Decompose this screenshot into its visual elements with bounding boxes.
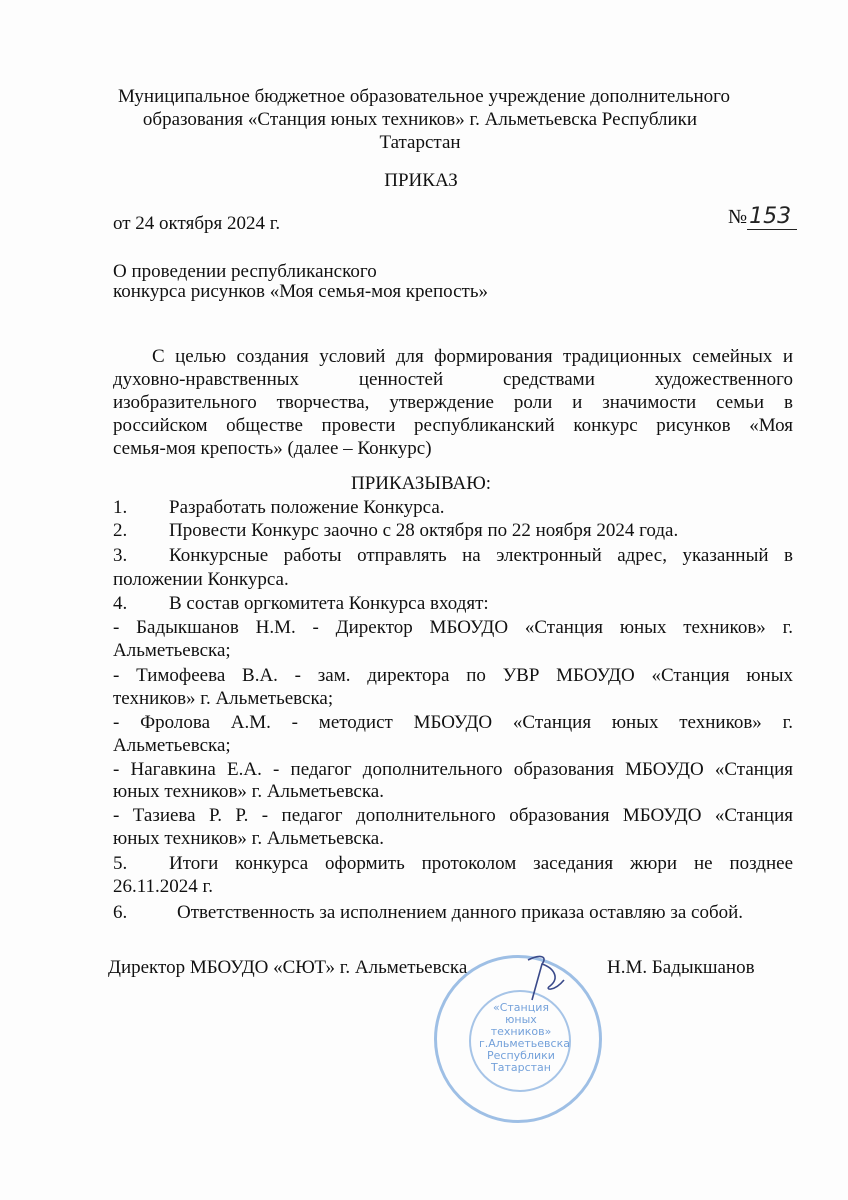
org-name-line-1: Муниципальное бюджетное образовательное учреждение дополнительного — [118, 86, 730, 107]
preamble-line: семья-моя крепость» (далее – Конкурс) — [113, 438, 432, 459]
doc-type-title: ПРИКАЗ — [384, 170, 458, 191]
order-number — [728, 204, 797, 229]
order-word: ПРИКАЗЫВАЮ: — [350, 473, 492, 494]
item-text: Итоги конкурса оформить протоколом заседания жюри не позднее — [169, 853, 793, 874]
item-text: положении Конкурса. — [113, 569, 289, 590]
subject-line-1: О проведении республиканского — [113, 261, 377, 282]
member-line: - Бадыкшанов Н.М. - Директор МБОУДО «Станция юных техников» г. — [113, 617, 793, 638]
signatory-name: Н.М. Бадыкшанов — [607, 957, 755, 978]
org-name-line-3: Татарстан — [379, 132, 461, 153]
item-text: 26.11.2024 г. — [113, 876, 213, 897]
member-line: - Фролова А.М. - методист МБОУДО «Станция юных техников» г. — [113, 712, 793, 733]
item-number: 4. — [113, 593, 128, 614]
member-line: техников» г. Альметьевска; — [113, 688, 334, 709]
preamble-line: российском обществе провести республиканский конкурс рисунков «Моя — [113, 415, 793, 436]
preamble-line: С целью создания условий для формирования традиционных семейных и — [152, 346, 793, 367]
list-item-2 — [113, 520, 793, 542]
item-number: 2. — [113, 520, 128, 541]
handwritten-signature — [520, 950, 580, 1010]
order-number-value: 153 — [747, 204, 797, 230]
number-label: № — [728, 206, 748, 228]
item-number: 3. — [113, 545, 128, 566]
list-item-4 — [113, 593, 793, 615]
item-text: Провести Конкурс заочно с 28 октября по 22 ноября 2024 года. — [169, 520, 679, 541]
item-text: Разработать положение Конкурса. — [169, 497, 445, 518]
item-text: Ответственность за исполнением данного приказа оставляю за собой. — [177, 902, 744, 923]
item-text: Конкурсные работы отправлять на электронный адрес, указанный в — [169, 545, 793, 566]
member-line: - Тимофеева В.А. - зам. директора по УВР МБОУДО «Станция юных — [113, 665, 793, 686]
org-name-line-2: образования «Станция юных техников» г. Альметьевска Республики — [142, 109, 698, 130]
item-number: 6. — [113, 902, 128, 923]
member-line: юных техников» г. Альметьевска. — [113, 828, 384, 849]
subject-line-2: конкурса рисунков «Моя семья-моя крепость» — [113, 281, 489, 302]
preamble-line: духовно-нравственных ценностей средствами художественного — [113, 369, 793, 390]
preamble-line: изобразительного творчества, утверждение роли и значимости семьи в — [113, 392, 793, 413]
item-number: 5. — [113, 853, 128, 874]
member-line: - Нагавкина Е.А. - педагог дополнительного образования МБОУДО «Станция — [113, 759, 793, 780]
order-date: от 24 октября 2024 г. — [113, 213, 281, 234]
list-item-6 — [113, 902, 793, 924]
stamp-text: «Станция юных техников» г.Альметьевска Республики Татарстан — [479, 1001, 570, 1074]
item-number: 1. — [113, 497, 128, 518]
member-line: юных техников» г. Альметьевска. — [113, 781, 384, 802]
list-item-1 — [113, 497, 793, 519]
item-text: В состав оргкомитета Конкурса входят: — [169, 593, 489, 614]
member-line: - Тазиева Р. Р. - педагог дополнительного образования МБОУДО «Станция — [113, 805, 793, 826]
signatory-position: Директор МБОУДО «СЮТ» г. Альметьевска — [108, 957, 468, 978]
member-line: Альметьевска; — [113, 640, 231, 661]
list-item-5 — [113, 853, 127, 875]
member-line: Альметьевска; — [113, 735, 231, 756]
